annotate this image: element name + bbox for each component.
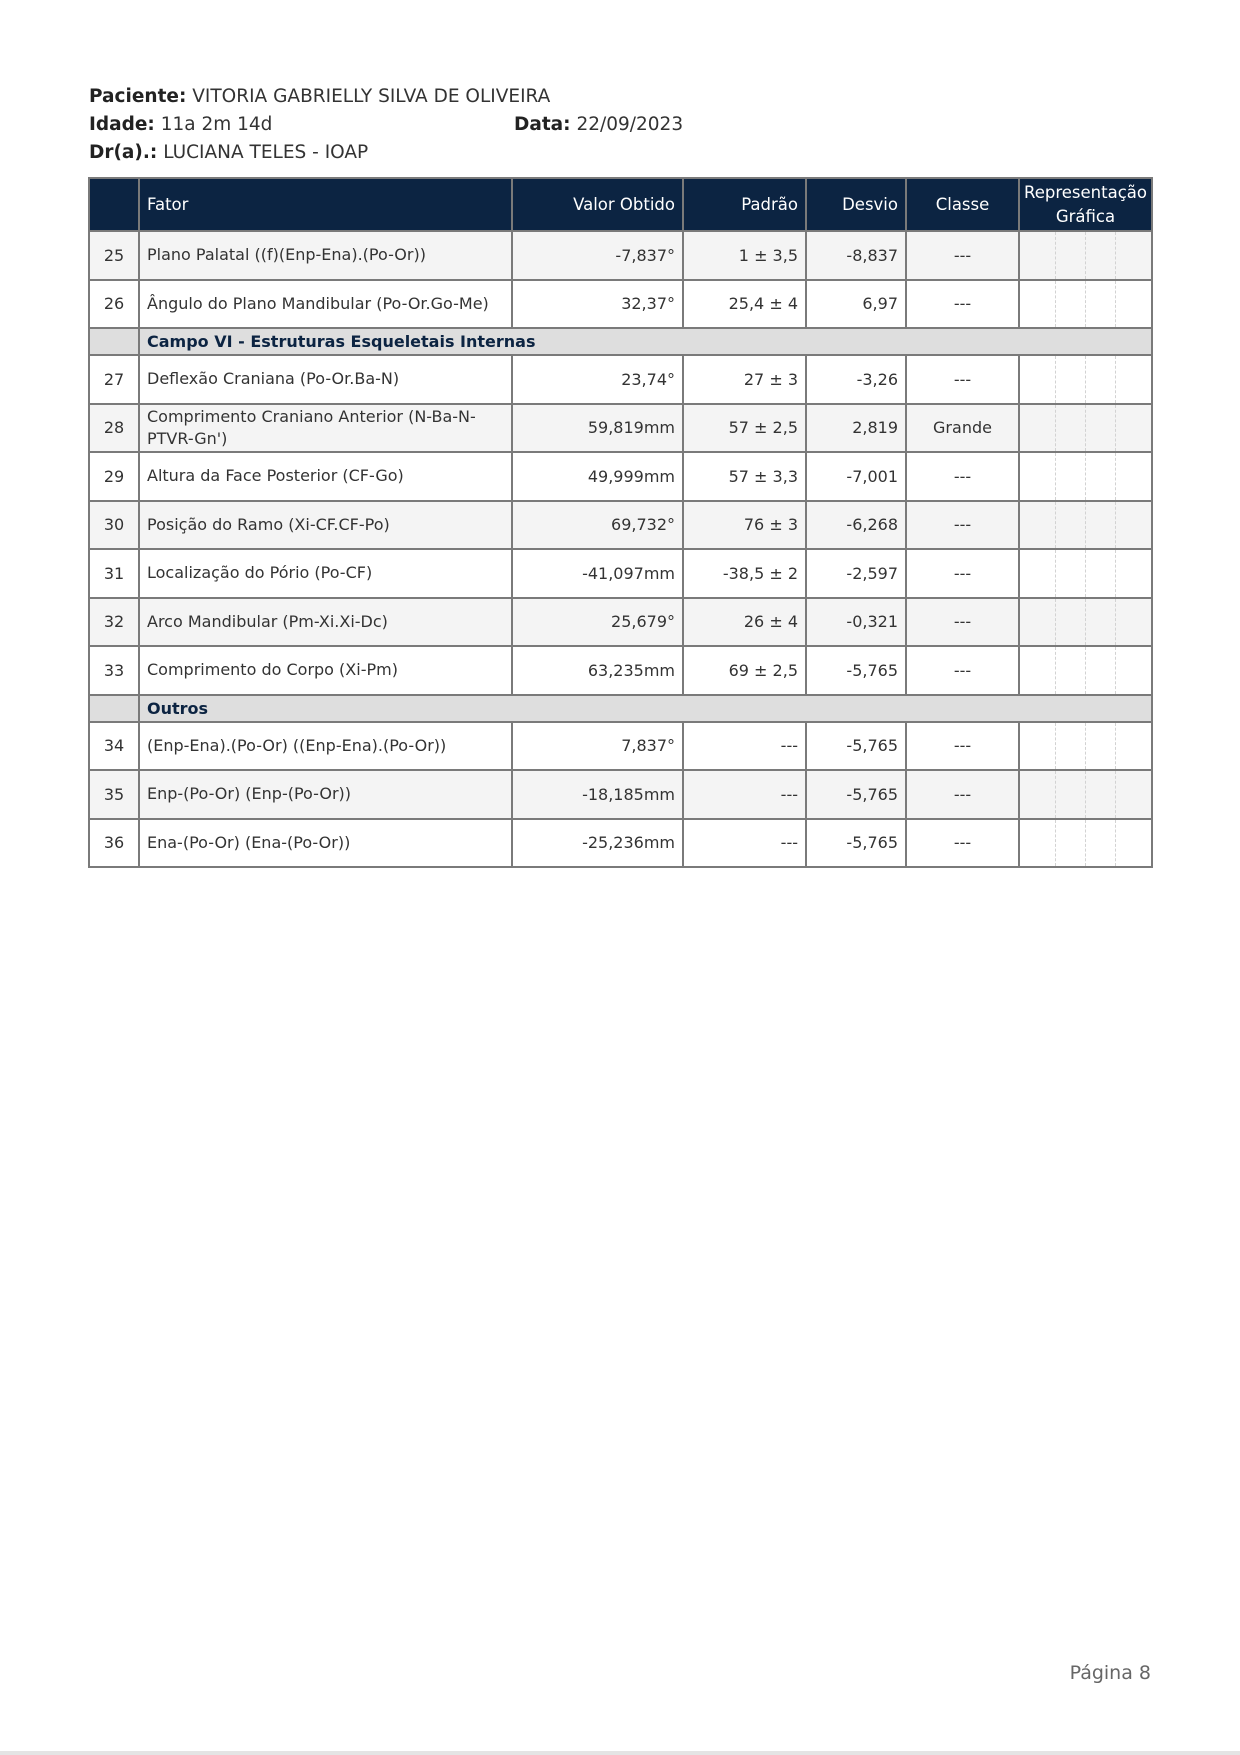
graph-guide-line <box>1055 599 1056 646</box>
fator-cell: Posição do Ramo (Xi-CF.CF-Po) <box>139 501 512 550</box>
desvio-cell: -2,597 <box>806 549 906 598</box>
classe-cell: Grande <box>906 404 1019 453</box>
graph-guide-line <box>1115 647 1116 694</box>
graph-guide-line <box>1085 723 1086 770</box>
col-padrao: Padrão <box>683 178 806 231</box>
classe-cell: --- <box>906 501 1019 550</box>
graph-guide-line <box>1085 502 1086 549</box>
graph-guide-line <box>1055 502 1056 549</box>
classe-cell: --- <box>906 598 1019 647</box>
doctor-name: LUCIANA TELES - IOAP <box>163 142 369 163</box>
fator-cell: Deflexão Craniana (Po-Or.Ba-N) <box>139 355 512 404</box>
desvio-cell: 6,97 <box>806 280 906 329</box>
graph-cell <box>1019 549 1152 598</box>
valor-cell: 49,999mm <box>512 452 683 501</box>
table-row <box>89 646 1152 695</box>
graph-guide-line <box>1115 820 1116 867</box>
graph-cell <box>1019 598 1152 647</box>
fator-cell: (Enp-Ena).(Po-Or) ((Enp-Ena).(Po-Or)) <box>139 722 512 771</box>
doctor-label: Dr(a).: <box>89 142 158 163</box>
padrao-cell: --- <box>683 722 806 771</box>
classe-cell: --- <box>906 452 1019 501</box>
desvio-cell: 2,819 <box>806 404 906 453</box>
graph-guide-line <box>1055 405 1056 452</box>
fator-cell: Localização do Pório (Po-CF) <box>139 549 512 598</box>
valor-cell: 7,837° <box>512 722 683 771</box>
classe-cell: --- <box>906 646 1019 695</box>
section-title: Outros <box>139 695 1152 722</box>
table-row <box>89 355 1152 404</box>
graph-guide-line <box>1085 356 1086 403</box>
table-row <box>89 770 1152 819</box>
graph-cell <box>1019 355 1152 404</box>
graph-cell <box>1019 452 1152 501</box>
graph-guide-line <box>1115 599 1116 646</box>
fator-cell: Enp-(Po-Or) (Enp-(Po-Or)) <box>139 770 512 819</box>
valor-cell: 32,37° <box>512 280 683 329</box>
graph-guide-line <box>1055 453 1056 500</box>
graph-guide-line <box>1055 647 1056 694</box>
graph-guide-line <box>1085 232 1086 279</box>
patient-name: VITORIA GABRIELLY SILVA DE OLIVEIRA <box>192 86 551 107</box>
classe-cell: --- <box>906 231 1019 280</box>
fator-cell: Altura da Face Posterior (CF-Go) <box>139 452 512 501</box>
table-row <box>89 280 1152 329</box>
col-grafica: Representação Gráfica <box>1019 178 1152 231</box>
col-fator: Fator <box>139 178 512 231</box>
fator-cell: Plano Palatal ((f)(Enp-Ena).(Po-Or)) <box>139 231 512 280</box>
padrao-cell: 27 ± 3 <box>683 355 806 404</box>
graph-cell <box>1019 819 1152 868</box>
section-row <box>89 328 1152 355</box>
graph-guide-line <box>1055 550 1056 597</box>
graph-cell <box>1019 770 1152 819</box>
graph-cell <box>1019 231 1152 280</box>
graph-guide-line <box>1115 356 1116 403</box>
graph-guide-line <box>1115 405 1116 452</box>
row-number: 36 <box>89 819 139 868</box>
date-line <box>514 114 683 135</box>
valor-cell: 69,732° <box>512 501 683 550</box>
classe-cell: --- <box>906 549 1019 598</box>
age-value: 11a 2m 14d <box>160 114 273 135</box>
date-label: Data: <box>514 114 571 135</box>
classe-cell: --- <box>906 819 1019 868</box>
graph-guide-line <box>1115 453 1116 500</box>
col-number <box>89 178 139 231</box>
graph-guide-line <box>1085 647 1086 694</box>
row-number: 34 <box>89 722 139 771</box>
table-row <box>89 501 1152 550</box>
padrao-cell: 26 ± 4 <box>683 598 806 647</box>
section-row <box>89 695 1152 722</box>
graph-guide-line <box>1085 771 1086 818</box>
patient-line <box>89 86 550 107</box>
table-row <box>89 452 1152 501</box>
graph-guide-line <box>1085 281 1086 328</box>
table-row <box>89 598 1152 647</box>
classe-cell: --- <box>906 770 1019 819</box>
valor-cell: -41,097mm <box>512 549 683 598</box>
table-row <box>89 722 1152 771</box>
valor-cell: -25,236mm <box>512 819 683 868</box>
padrao-cell: --- <box>683 770 806 819</box>
desvio-cell: -5,765 <box>806 770 906 819</box>
fator-cell: Comprimento Craniano Anterior (N-Ba-N-PTVR-Gn') <box>139 404 512 453</box>
row-number: 29 <box>89 452 139 501</box>
padrao-cell: 76 ± 3 <box>683 501 806 550</box>
desvio-cell: -8,837 <box>806 231 906 280</box>
table-header <box>89 178 1152 231</box>
graph-cell <box>1019 722 1152 771</box>
classe-cell: --- <box>906 355 1019 404</box>
graph-guide-line <box>1115 723 1116 770</box>
padrao-cell: 1 ± 3,5 <box>683 231 806 280</box>
fator-cell: Ângulo do Plano Mandibular (Po-Or.Go-Me) <box>139 280 512 329</box>
classe-cell: --- <box>906 722 1019 771</box>
desvio-cell: -5,765 <box>806 819 906 868</box>
graph-guide-line <box>1115 281 1116 328</box>
desvio-cell: -5,765 <box>806 722 906 771</box>
fator-cell: Comprimento do Corpo (Xi-Pm) <box>139 646 512 695</box>
padrao-cell: --- <box>683 819 806 868</box>
graph-cell <box>1019 501 1152 550</box>
section-spacer <box>89 695 139 722</box>
graph-guide-line <box>1115 550 1116 597</box>
graph-guide-line <box>1115 232 1116 279</box>
padrao-cell: 57 ± 2,5 <box>683 404 806 453</box>
valor-cell: -7,837° <box>512 231 683 280</box>
graph-guide-line <box>1085 453 1086 500</box>
desvio-cell: -3,26 <box>806 355 906 404</box>
graph-guide-line <box>1115 502 1116 549</box>
valor-cell: 63,235mm <box>512 646 683 695</box>
desvio-cell: -5,765 <box>806 646 906 695</box>
col-classe: Classe <box>906 178 1019 231</box>
graph-guide-line <box>1055 232 1056 279</box>
graph-cell <box>1019 646 1152 695</box>
row-number: 28 <box>89 404 139 453</box>
graph-guide-line <box>1055 723 1056 770</box>
graph-cell <box>1019 280 1152 329</box>
table-row <box>89 549 1152 598</box>
page-number: Página 8 <box>1069 1662 1151 1684</box>
padrao-cell: 69 ± 2,5 <box>683 646 806 695</box>
valor-cell: 59,819mm <box>512 404 683 453</box>
row-number: 30 <box>89 501 139 550</box>
fator-cell: Arco Mandibular (Pm-Xi.Xi-Dc) <box>139 598 512 647</box>
doctor-line <box>89 142 368 163</box>
desvio-cell: -6,268 <box>806 501 906 550</box>
row-number: 25 <box>89 231 139 280</box>
col-valor: Valor Obtido <box>512 178 683 231</box>
padrao-cell: 57 ± 3,3 <box>683 452 806 501</box>
age-line <box>89 114 272 135</box>
section-spacer <box>89 328 139 355</box>
graph-guide-line <box>1115 771 1116 818</box>
desvio-cell: -0,321 <box>806 598 906 647</box>
section-title: Campo VI - Estruturas Esqueletais Internas <box>139 328 1152 355</box>
patient-label: Paciente: <box>89 86 187 107</box>
table-row <box>89 231 1152 280</box>
cephalometric-table <box>88 177 1153 868</box>
valor-cell: -18,185mm <box>512 770 683 819</box>
padrao-cell: -38,5 ± 2 <box>683 549 806 598</box>
table-row <box>89 404 1152 453</box>
padrao-cell: 25,4 ± 4 <box>683 280 806 329</box>
graph-guide-line <box>1055 281 1056 328</box>
valor-cell: 25,679° <box>512 598 683 647</box>
fator-cell: Ena-(Po-Or) (Ena-(Po-Or)) <box>139 819 512 868</box>
desvio-cell: -7,001 <box>806 452 906 501</box>
row-number: 33 <box>89 646 139 695</box>
graph-guide-line <box>1085 820 1086 867</box>
row-number: 26 <box>89 280 139 329</box>
row-number: 27 <box>89 355 139 404</box>
date-value: 22/09/2023 <box>576 114 684 135</box>
graph-guide-line <box>1085 599 1086 646</box>
age-label: Idade: <box>89 114 155 135</box>
page-bottom-edge <box>0 1751 1240 1755</box>
row-number: 35 <box>89 770 139 819</box>
graph-cell <box>1019 404 1152 453</box>
row-number: 32 <box>89 598 139 647</box>
valor-cell: 23,74° <box>512 355 683 404</box>
table-row <box>89 819 1152 868</box>
classe-cell: --- <box>906 280 1019 329</box>
graph-guide-line <box>1085 550 1086 597</box>
graph-guide-line <box>1055 356 1056 403</box>
graph-guide-line <box>1055 820 1056 867</box>
row-number: 31 <box>89 549 139 598</box>
col-desvio: Desvio <box>806 178 906 231</box>
graph-guide-line <box>1085 405 1086 452</box>
graph-guide-line <box>1055 771 1056 818</box>
